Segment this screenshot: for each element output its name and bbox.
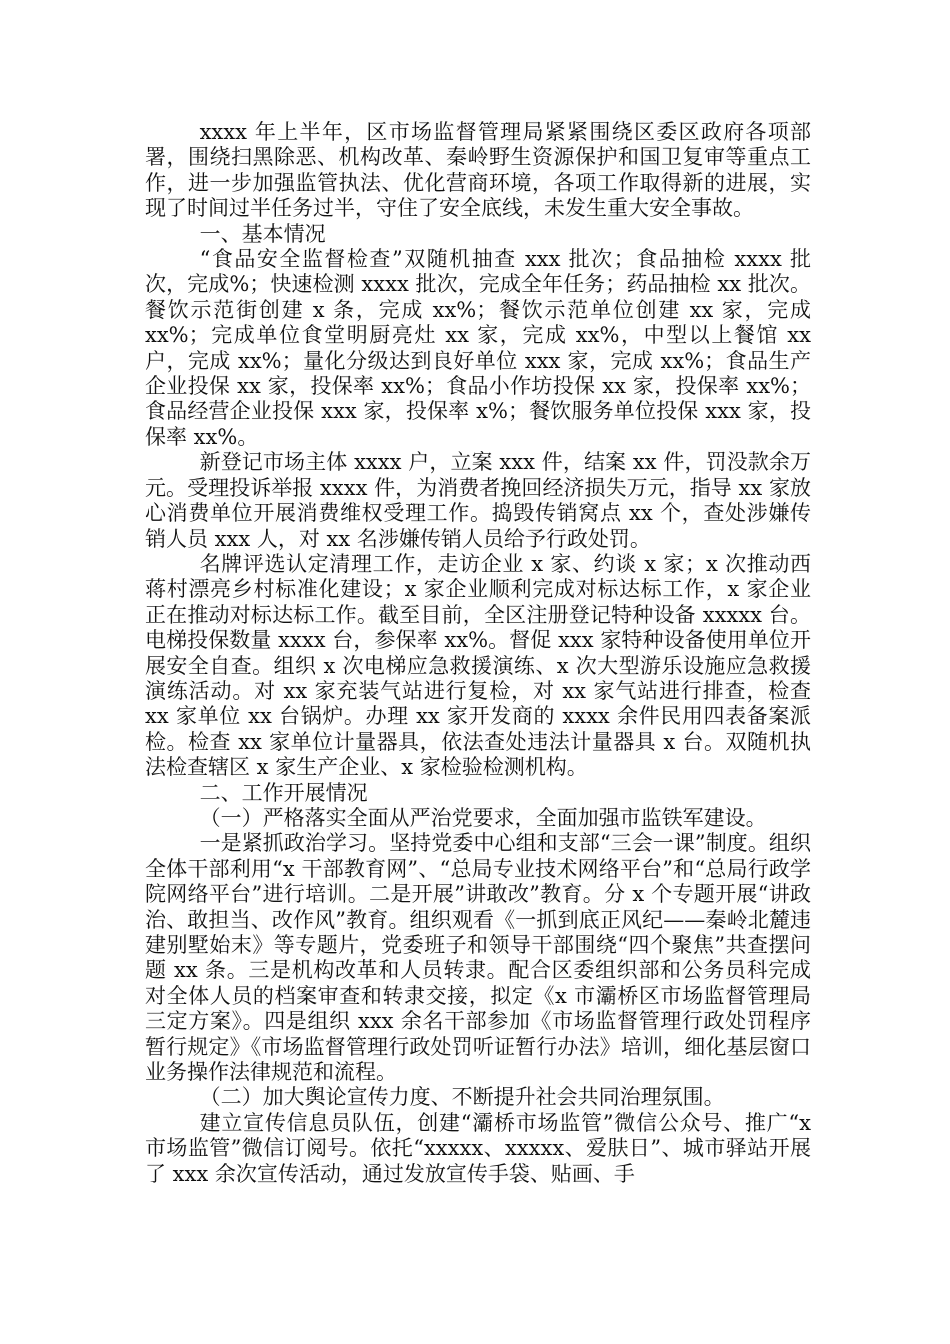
section-heading-work: 二、工作开展情况 xyxy=(199,780,368,805)
intro-paragraph: xxxx 年上半年，区市场监督管理局紧紧围绕区委区政府各项部署，围绕扫黑除恶、机构改革、秦岭野生资源保护和国卫复审等重点工作，进一步加强监管执法、优化营商环境，各项工作取得新的进展，实现了时间过半任务过半，守住了安全底线，未发生重大安全事故。 xyxy=(145,120,811,221)
publicity-paragraph: 建立宣传信息员队伍，创建“灞桥市场监管”微信公众号、推广“x 市场监管”微信订阅号。依托“xxxxx、xxxxx、爱肤日”、城市驿站开展了 xxx 余次宣传活动，通过发放宣传手袋、贴画、手 xyxy=(145,1110,811,1186)
subheading-publicity: （二）加大舆论宣传力度、不断提升社会共同治理氛围。 xyxy=(199,1085,725,1110)
section-heading-basic: 一、基本情况 xyxy=(199,221,326,246)
food-safety-paragraph: “食品安全监督检查”双随机抽查 xxx 批次；食品抽检 xxxx 批次，完成%；快速检测 xxxx 批次，完成全年任务；药品抽检 xx 批次。餐饮示范街创建 x 条，完成 xx%；餐饮示范单位创建 xx 家，完成 xx%；完成单位食堂明厨亮灶 xx 家，完成 xx%，中型以上餐馆 xx 户，完成 xx%；量化分级达到良好单位 xxx 家，完成 xx%；食品生产企业投保 xx 家，投保率 xx%；食品小作坊投保 xx 家，投保率 xx%；食品经营企业投保 xxx 家，投保率 x%；餐饮服务单位投保 xxx 家，投保率 xx%。 xyxy=(145,247,811,449)
brand-equipment-paragraph: 名牌评选认定清理工作，走访企业 x 家、约谈 x 家；x 次推动西蒋村漂亮乡村标准化建设；x 家企业顺利完成对标达标工作，x 家企业正在推动对标达标工作。截至目前，全区注册登记特种设备 xxxxx 台。电梯投保数量 xxxx 台，参保率 xx%。督促 xxx 家特种设备使用单位开展安全自查。组织 x 次电梯应急救援演练、x 次大型游乐设施应急救援演练活动。对 xx 家充装气站进行复检，对 xx 家气站进行排查，检查 xx 家单位 xx 台锅炉。办理 xx 家开发商的 xxxx 余件民用四表备案派检。检查 xx 家单位计量器具，依法查处违法计量器具 x 台。双随机执法检查辖区 x 家生产企业、x 家检验检测机构。 xyxy=(145,551,811,780)
subheading-party: （一）严格落实全面从严治党要求，全面加强市监铁军建设。 xyxy=(199,805,767,830)
market-registration-paragraph: 新登记市场主体 xxxx 户，立案 xxx 件，结案 xx 件，罚没款余万元。受理投诉举报 xxxx 件，为消费者挽回经济损失万元，指导 xx 家放心消费单位开展消费维权受理工作。捣毁传销窝点 xx 个，查处涉嫌传销人员 xxx 人，对 xx 名涉嫌传销人员给予行政处罚。 xyxy=(145,450,811,551)
political-study-paragraph: 一是紧抓政治学习。坚持党委中心组和支部“三会一课”制度。组织全体干部利用“x 干部教育网”、“总局专业技术网络平台”和“总局行政学院网络平台”进行培训。二是开展”讲敢改”教育。分 x 个专题开展“讲政治、敢担当、改作风”教育。组织观看《一抓到底正风纪——秦岭北麓违建别墅始末》等专题片，党委班子和领导干部围绕“四个聚焦”共查摆问题 xx 条。三是机构改革和人员转隶。配合区委组织部和公务员科完成对全体人员的档案审查和转隶交接，拟定《x 市灞桥区市场监督管理局三定方案》。四是组织 xxx 余名干部参加《市场监督管理行政处罚程序暂行规定》《市场监督管理行政处罚听证暂行办法》培训，细化基层窗口业务操作法律规范和流程。 xyxy=(145,831,811,1085)
document-body xyxy=(145,120,811,1187)
